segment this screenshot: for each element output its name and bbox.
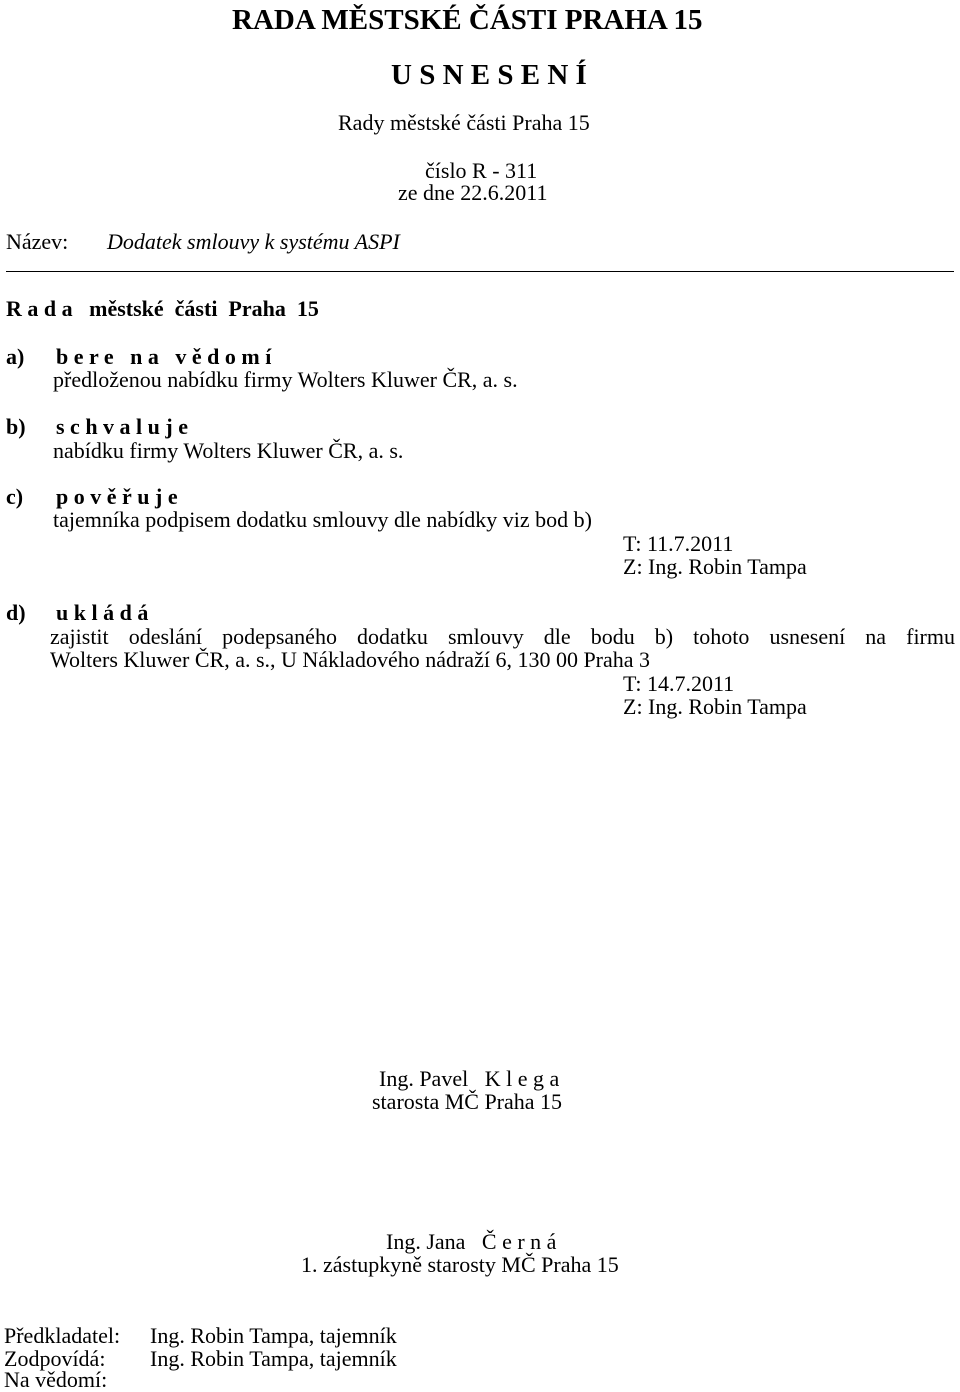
item-c-verb: p o v ě ř u j e [56,484,178,509]
responsible-value: Ing. Robin Tampa, tajemník [150,1346,397,1371]
document-type: U S N E S E N Í [391,59,587,91]
responsible-label: Zodpovídá: [4,1346,106,1371]
resolution-number: číslo R - 311 [425,158,538,183]
item-c-responsible: Z: Ing. Robin Tampa [623,554,807,579]
title-label: Název: [6,229,69,254]
item-a-letter: a) [6,344,25,369]
informed-label: Na vědomí: [4,1367,108,1392]
body-heading: R a d a městské části Praha 15 [6,296,319,321]
submitter-value: Ing. Robin Tampa, tajemník [150,1323,397,1348]
council-name: RADA MĚSTSKÉ ČÁSTI PRAHA 15 [232,4,703,36]
item-b-letter: b) [6,414,26,439]
item-d-responsible: Z: Ing. Robin Tampa [623,694,807,719]
item-b-verb: s c h v a l u j e [56,414,188,439]
item-d-verb: u k l á d á [56,600,149,625]
resolution-date: ze dne 22.6.2011 [398,180,548,205]
item-a-verb: b e r e n a v ě d o m í [56,344,272,369]
signature-deputy-name: Ing. Jana Č e r n á [386,1229,557,1254]
signature-deputy-role: 1. zástupkyně starosty MČ Praha 15 [301,1252,619,1277]
title-divider [6,271,954,272]
submitter-label: Předkladatel: [4,1323,121,1348]
title-value: Dodatek smlouvy k systému ASPI [107,229,400,254]
item-d-text-line1: zajistit odeslání podepsaného dodatku smlouvy dle bodu b) tohoto usnesení na firmu [50,624,955,649]
issuer: Rady městské části Praha 15 [338,110,590,135]
item-d-letter: d) [6,600,26,625]
signature-mayor-name: Ing. Pavel K l e g a [379,1066,560,1091]
item-c-letter: c) [6,484,24,509]
item-c-text: tajemníka podpisem dodatku smlouvy dle nabídky viz bod b) [53,507,592,532]
item-a-text: předloženou nabídku firmy Wolters Kluwer ČR, a. s. [53,367,518,392]
item-d-deadline: T: 14.7.2011 [623,671,735,696]
item-c-deadline: T: 11.7.2011 [623,531,734,556]
signature-mayor-role: starosta MČ Praha 15 [372,1089,563,1114]
item-d-text-line2: Wolters Kluwer ČR, a. s., U Nákladového nádraží 6, 130 00 Praha 3 [50,647,651,672]
item-b-text: nabídku firmy Wolters Kluwer ČR, a. s. [53,438,404,463]
